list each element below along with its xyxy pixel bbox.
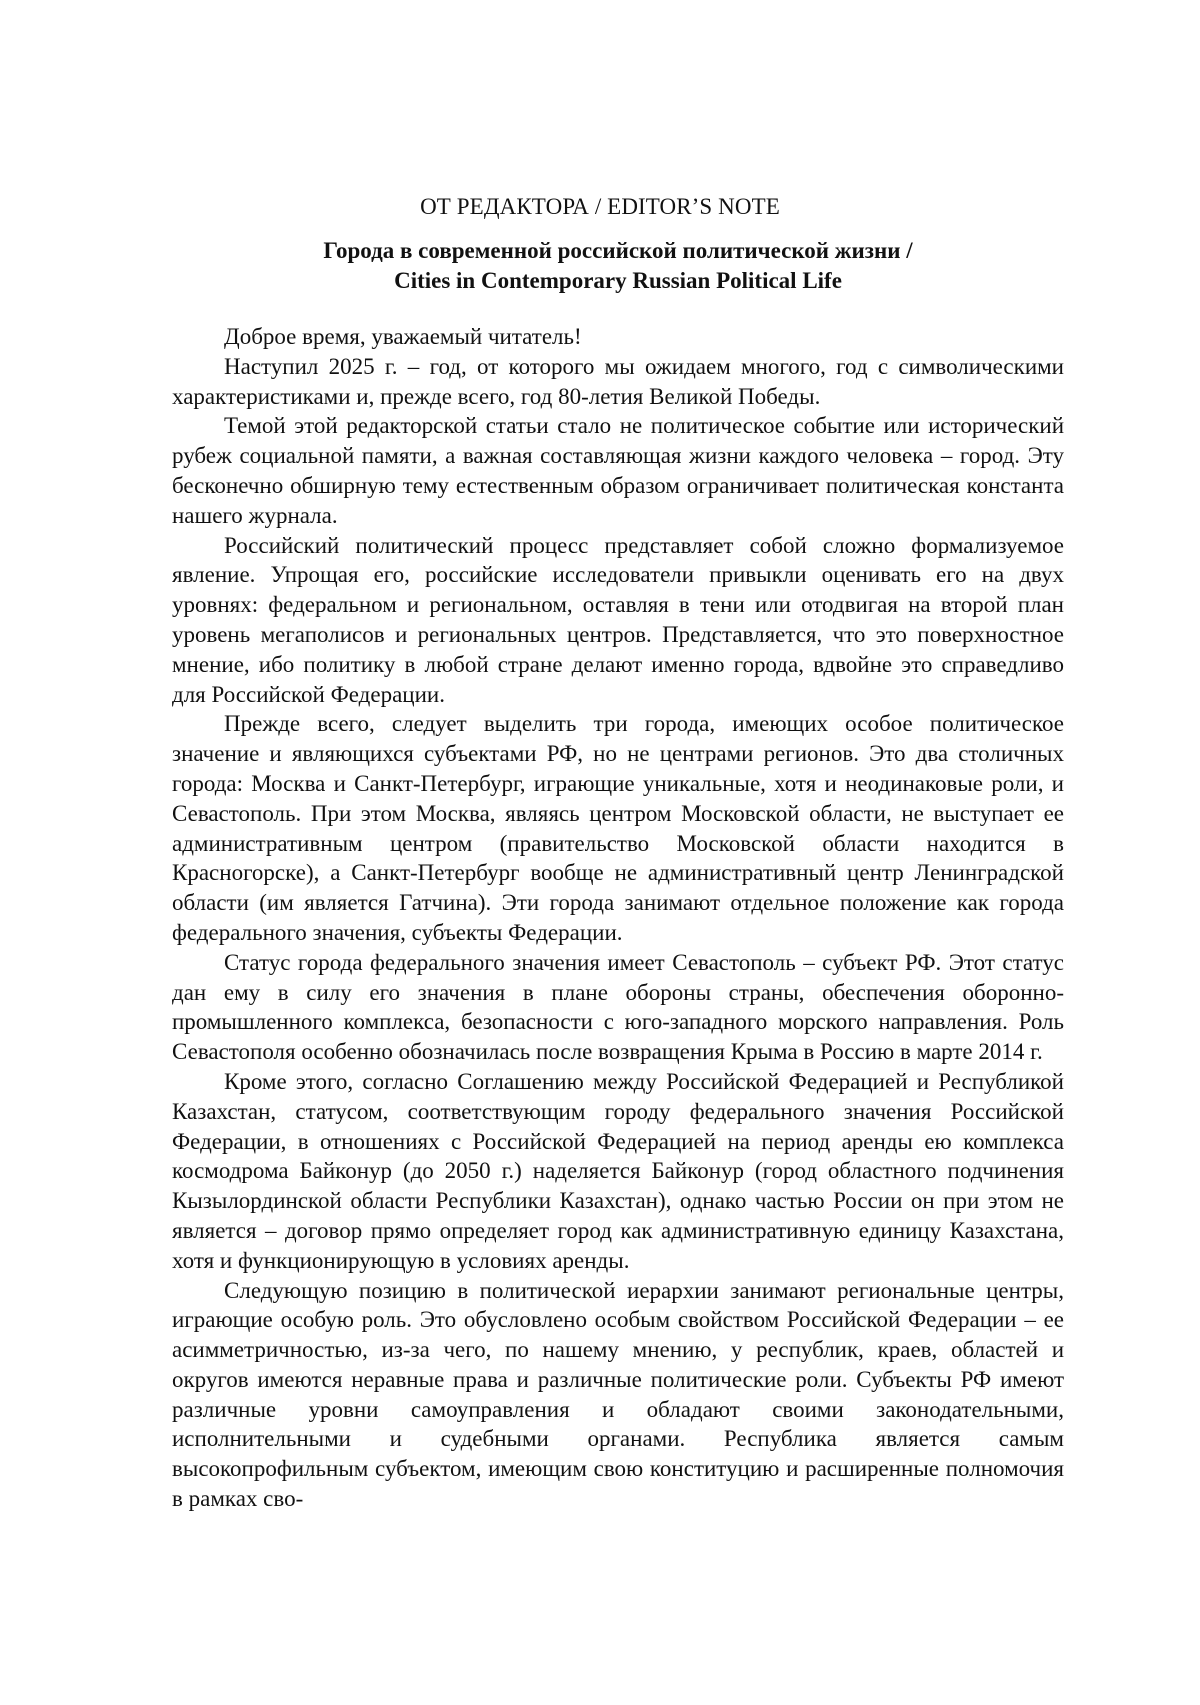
section-label: ОТ РЕДАКТОРА / EDITOR’S NOTE	[420, 194, 780, 219]
article-body	[172, 322, 1064, 1514]
article-title-en: Cities in Contemporary Russian Political Life	[394, 268, 842, 293]
paragraph-greeting: Доброе время, уважаемый читатель!	[224, 324, 582, 349]
paragraph: Прежде всего, следует выделить три города, имеющих особое политическое значение и являющихся субъектами РФ, но не центрами регионов. Это два столичных города: Москва и Санкт-Петербург, играющие уникальные, хотя и неодинаковые роли, и Севастополь. При этом Москва, являясь центром Московской области, не выступает ее административным центром (правительство Московской области находится в Красногорске), а Санкт-Петербург вообще не административный центр Ленинградской области (им является Гатчина). Эти города занимают отдельное положение как города федерального значения, субъекты Федерации.	[172, 711, 1064, 945]
paragraph: Наступил 2025 г. – год, от которого мы ожидаем многого, год с символическими характеристиками и, прежде всего, год 80-летия Великой Победы.	[172, 353, 1064, 409]
paragraph-continued: Следующую позицию в политической иерархии занимают региональные центры, играющие особую роль. Это обусловлено особым свойством Российской Федерации – ее асимметричностью, из-за чего, по нашему мнению, у республик, краев, областей и округов имеются неравные права и различные политические роли. Субъекты РФ имеют различные уровни самоуправления и обладают своими законодательными, исполнительными и судебными органами. Республика является самым высокопрофильным субъектом, имеющим свою конституцию и расширенные полномочия в рамках сво-	[172, 1277, 1064, 1512]
article-title-ru: Города в современной российской политической жизни /	[323, 238, 913, 263]
paragraph: Статус города федерального значения имеет Севастополь – субъект РФ. Этот статус дан ему в силу его значения в плане обороны страны, обеспечения оборонно-промышленного комплекса, безопасности с юго-западного морского направления. Роль Севастополя особенно обозначилась после возвращения Крыма в Россию в марте 2014 г.	[172, 949, 1064, 1065]
article-title	[172, 236, 1064, 296]
paragraph: Кроме этого, согласно Соглашению между Российской Федерацией и Республикой Казахстан, статусом, соответствующим городу федерального значения Российской Федерации, в отношениях с Российской Федерацией на период аренды ею комплекса космодрома Байконур (до 2050 г.) наделяется Байконур (город областного подчинения Кызылординской области Республики Казахстан), однако частью России он при этом не является – договор прямо определяет город как административную единицу Казахстана, хотя и функционирующую в условиях аренды.	[172, 1068, 1064, 1273]
paragraph: Российский политический процесс представляет собой сложно формализуемое явление. Упрощая его, российские исследователи привыкли оценивать его на двух уровнях: федеральном и региональном, оставляя в тени или отодвигая на второй план уровень мегаполисов и региональных центров. Представляется, что это поверхностное мнение, ибо политику в любой стране делают именно города, вдвойне это справедливо для Российской Федерации.	[172, 532, 1064, 707]
paragraph: Темой этой редакторской статьи стало не политическое событие или исторический рубеж социальной памяти, а важная составляющая жизни каждого человека – город. Эту бесконечно обширную тему естественным образом ограничивает политическая константа нашего журнала.	[172, 413, 1064, 528]
